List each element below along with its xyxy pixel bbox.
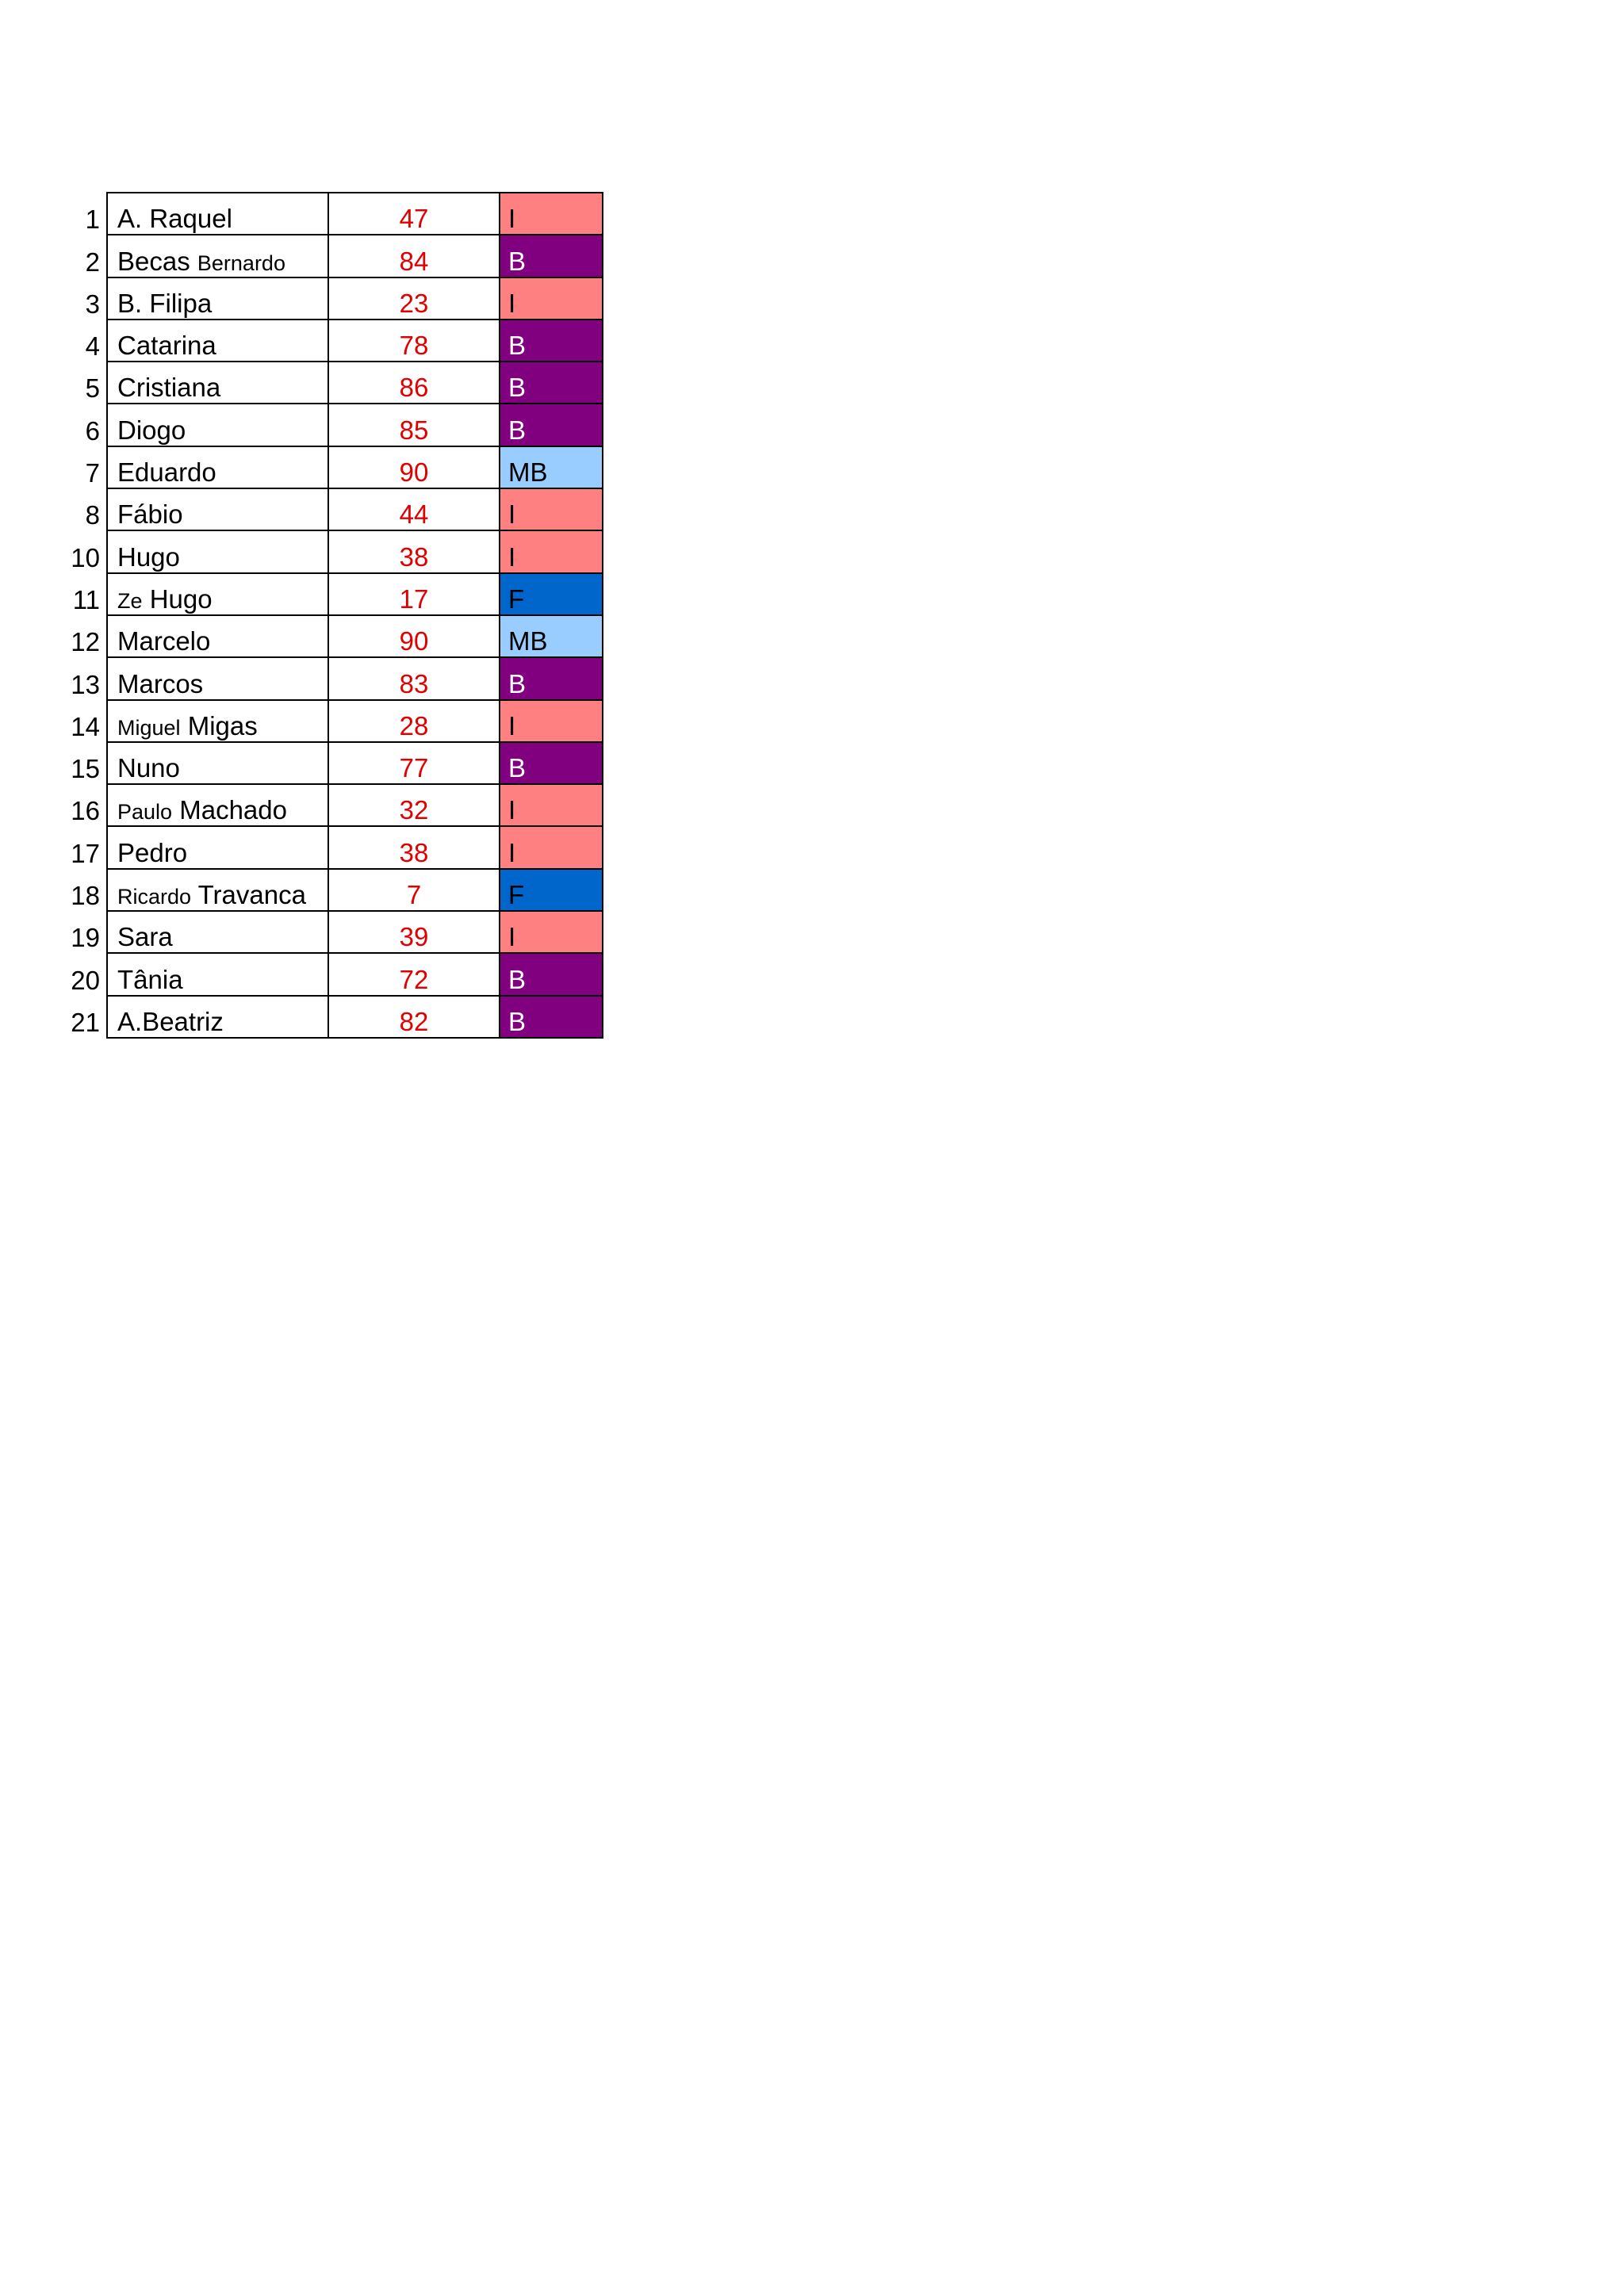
student-name: Tânia (117, 964, 183, 994)
table-row (63, 869, 603, 911)
grade-cell: I (500, 277, 603, 320)
score-cell: 84 (328, 235, 500, 277)
row-number: 21 (71, 1007, 100, 1037)
score-cell: 47 (328, 193, 500, 235)
row-number: 12 (71, 627, 100, 657)
student-name-cell (107, 488, 328, 530)
student-name: Nuno (117, 753, 180, 783)
score-cell: 39 (328, 911, 500, 953)
table-row (63, 742, 603, 784)
row-number: 1 (85, 205, 100, 235)
row-number: 11 (72, 584, 100, 614)
row-number: 20 (71, 965, 100, 995)
score-cell: 78 (328, 320, 500, 362)
grade-cell: I (500, 700, 603, 742)
row-number: 18 (71, 881, 100, 911)
grade-cell: B (500, 320, 603, 362)
student-name: Sara (117, 922, 173, 952)
student-name: Travanca (197, 880, 306, 910)
grade-cell: B (500, 953, 603, 995)
student-name-cell (107, 446, 328, 488)
student-name: Marcos (117, 668, 204, 698)
student-name-cell (107, 362, 328, 404)
student-name-cell (107, 869, 328, 911)
grade-cell: I (500, 826, 603, 868)
student-name: A.Beatriz (117, 1006, 224, 1036)
table-row (63, 953, 603, 995)
row-number: 5 (85, 373, 100, 404)
score-cell: 86 (328, 362, 500, 404)
row-number: 2 (85, 247, 100, 277)
student-name: Cristiana (117, 373, 221, 403)
student-name-cell (107, 911, 328, 953)
student-name: Pedro (117, 837, 188, 867)
student-name-cell (107, 573, 328, 615)
score-cell: 28 (328, 700, 500, 742)
student-name-cell (107, 996, 328, 1038)
table-row (63, 996, 603, 1038)
grade-cell: I (500, 530, 603, 572)
student-first-name: Ricardo (117, 885, 192, 909)
grade-cell: B (500, 362, 603, 404)
row-number: 6 (85, 415, 100, 446)
student-name-cell (107, 953, 328, 995)
score-cell: 17 (328, 573, 500, 615)
score-cell: 85 (328, 404, 500, 446)
table-row (63, 446, 603, 488)
table-row (63, 404, 603, 446)
row-number: 14 (71, 711, 100, 741)
table-row (63, 911, 603, 953)
grade-cell: I (500, 488, 603, 530)
table-row (63, 530, 603, 572)
score-cell: 23 (328, 277, 500, 320)
student-name: Machado (179, 795, 287, 825)
grade-cell: B (500, 235, 603, 277)
student-name-cell (107, 530, 328, 572)
student-name-cell (107, 657, 328, 699)
student-name: Diogo (117, 415, 186, 445)
score-cell: 82 (328, 996, 500, 1038)
table-row (63, 784, 603, 826)
student-name: A. Raquel (117, 204, 232, 234)
grade-cell: B (500, 404, 603, 446)
student-name-cell (107, 193, 328, 235)
row-number: 7 (85, 458, 100, 488)
student-first-name: Ze (117, 588, 143, 613)
table-row (63, 700, 603, 742)
student-name: Marcelo (117, 626, 211, 656)
student-name: Hugo (149, 584, 213, 614)
table-row (63, 235, 603, 277)
student-name-cell (107, 784, 328, 826)
row-number: 13 (71, 669, 100, 699)
grade-cell: I (500, 911, 603, 953)
student-name-cell (107, 700, 328, 742)
grade-cell: I (500, 193, 603, 235)
student-first-name: Paulo (117, 800, 173, 825)
student-name-cell (107, 235, 328, 277)
grade-cell: B (500, 742, 603, 784)
table-row (63, 615, 603, 657)
grade-cell: F (500, 869, 603, 911)
score-cell: 90 (328, 615, 500, 657)
student-name: Hugo (117, 541, 180, 572)
score-cell: 72 (328, 953, 500, 995)
student-first-name: Miguel (117, 715, 181, 740)
table-row (63, 362, 603, 404)
table-row (63, 826, 603, 868)
student-name-cell (107, 826, 328, 868)
row-number: 4 (85, 331, 100, 362)
score-cell: 7 (328, 869, 500, 911)
student-name: Migas (187, 710, 258, 740)
table-row (63, 277, 603, 320)
student-name: Fábio (117, 499, 183, 530)
student-name-cell (107, 320, 328, 362)
student-name: Catarina (117, 331, 216, 361)
row-number: 19 (71, 923, 100, 953)
score-cell: 83 (328, 657, 500, 699)
grade-cell: I (500, 784, 603, 826)
score-cell: 77 (328, 742, 500, 784)
grades-body (63, 193, 603, 1038)
table-row (63, 193, 603, 235)
row-number: 17 (71, 838, 100, 868)
student-name: Eduardo (117, 457, 216, 488)
grade-cell: F (500, 573, 603, 615)
student-name-cell (107, 742, 328, 784)
score-cell: 44 (328, 488, 500, 530)
grade-cell: B (500, 996, 603, 1038)
grades-table (63, 192, 603, 1039)
grade-cell: B (500, 657, 603, 699)
row-number: 8 (85, 500, 100, 530)
table-row (63, 657, 603, 699)
grade-cell: MB (500, 446, 603, 488)
table-row (63, 320, 603, 362)
row-number: 10 (71, 542, 100, 572)
row-number: 3 (85, 289, 100, 319)
table-row (63, 488, 603, 530)
score-cell: 38 (328, 530, 500, 572)
score-cell: 90 (328, 446, 500, 488)
table-row (63, 573, 603, 615)
row-number: 15 (71, 754, 100, 784)
student-name-cell (107, 404, 328, 446)
score-cell: 32 (328, 784, 500, 826)
student-alt-name: Bernardo (197, 251, 285, 275)
student-name-cell (107, 615, 328, 657)
row-number: 16 (71, 796, 100, 826)
student-name: Becas (117, 246, 190, 276)
score-cell: 38 (328, 826, 500, 868)
student-name: B. Filipa (117, 288, 213, 318)
student-name-cell (107, 277, 328, 320)
grade-cell: MB (500, 615, 603, 657)
